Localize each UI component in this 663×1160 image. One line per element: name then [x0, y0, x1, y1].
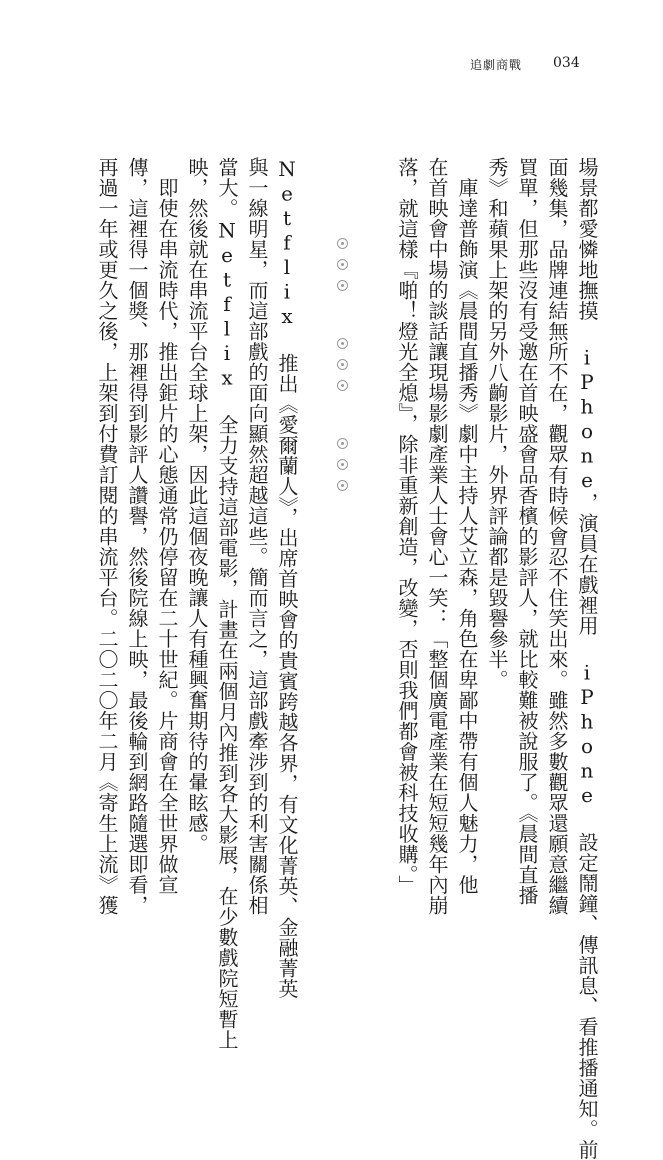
circle-ornament-icon — [337, 280, 348, 291]
ornament-group — [328, 438, 356, 501]
text-column: 秀》和蘋果上架的另外八齣影片，外界評論都是毀譽參半。 — [485, 157, 509, 690]
ornament-group — [328, 238, 356, 301]
text-column: 傳，這裡得一個獎、那裡得到影評人讚譽，然後院線上映，最後輪到網路隨選即看， — [125, 157, 149, 916]
text-column: 在首映會中場的談話讓現場影劇產業人士會心一笑：「整個廣電產業在短短幾年內崩 — [425, 157, 449, 916]
text-column: 面幾集，品牌連結無所不在，觀眾有時候會忍不住笑出來。雖然多數觀眾還願意繼續 — [545, 157, 569, 916]
lower-text-block — [92, 157, 302, 1050]
text-column: 落，就這樣『啪！燈光全熄』，除非重新創造，改變，否則我們都會被科技收購。」 — [395, 157, 419, 896]
running-header-title: 追劇商戰 — [470, 58, 523, 72]
circle-ornament-icon — [337, 238, 348, 249]
text-column: 場景都愛憐地撫摸 iPhone，演員在戲裡用 iPhone 設定鬧鐘、傳訊息、看推播通知。前 — [575, 157, 599, 1160]
text-column: 庫達普飾演《晨間直播秀》劇中主持人艾立森，角色在卑鄙中帶有個人魅力，他 — [455, 157, 479, 895]
text-column: 再過一年或更久之後，上架到付費訂閱的串流平台。二〇二〇年二月《寄生上流》獲 — [95, 157, 119, 916]
circle-ornament-icon — [337, 459, 348, 470]
circle-ornament-icon — [337, 438, 348, 449]
circle-ornament-icon — [337, 480, 348, 491]
text-column: 與一線明星，而這部戲的面向顯然超越這些。簡而言之，這部戲牽涉到的利害關係相 — [245, 157, 269, 916]
circle-ornament-icon — [337, 359, 348, 370]
text-column: 買單，但那些沒有受邀在首映盛會品香檳的影評人，就比較難被說服了。《晨間直播 — [515, 157, 539, 906]
ornament-group — [328, 338, 356, 401]
section-break-ornaments — [328, 238, 356, 518]
upper-text-block — [392, 157, 602, 1160]
circle-ornament-icon — [337, 338, 348, 349]
text-column: 映，然後就在串流平台全球上架，因此這個夜晚讓人有種興奮期待的暈眩感。 — [185, 157, 209, 854]
page-number: 034 — [553, 55, 580, 71]
text-column: 即使在串流時代，推出鉅片的心態通常仍停留在二十世紀。片商會在全世界做宣 — [155, 157, 179, 895]
text-column: 當大。Netflix 全力支持這部電影，計畫在兩個月內推到各大影展，在少數戲院短暫上 — [215, 157, 239, 1050]
text-column: Netflix 推出《愛爾蘭人》，出席首映會的貴賓跨越各界，有文化菁英、金融菁英 — [275, 157, 299, 999]
circle-ornament-icon — [337, 259, 348, 270]
circle-ornament-icon — [337, 380, 348, 391]
